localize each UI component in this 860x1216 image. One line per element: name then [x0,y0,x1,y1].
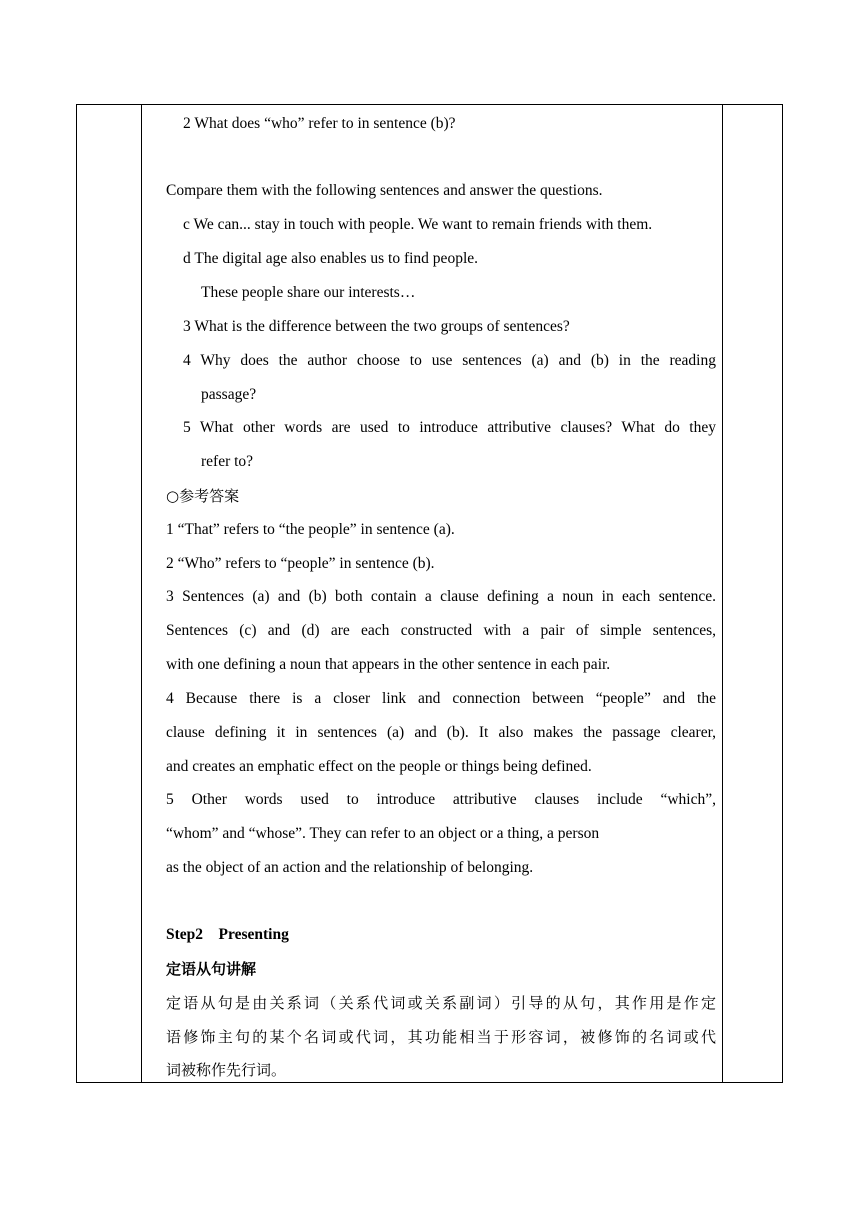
compare-intro: Compare them with the following sentences and answer the questions. [166,182,603,199]
step-2-heading: Step2 Presenting [166,926,289,943]
answer-5-line-1: 5 Other words used to introduce attributive clauses include “which”, [166,791,716,808]
answer-4-line-1: 4 Because there is a closer link and connection between “people” and the [166,690,716,707]
question-2: 2 What does “who” refer to in sentence (b)? [183,115,456,132]
sentence-c: c We can... stay in touch with people. We want to remain friends with them. [183,216,653,233]
table-column-divider-left [141,105,142,1082]
grammar-paragraph-line-3: 词被称作先行词。 [166,1061,287,1079]
answer-4-line-3: and creates an emphatic effect on the people or things being defined. [166,758,592,775]
answer-header: ○参考答案 [166,487,240,505]
grammar-title: 定语从句讲解 [166,960,257,978]
answer-3-line-2: Sentences (c) and (d) are each constructed with a pair of simple sentences, [166,622,716,639]
answer-2: 2 “Who” refers to “people” in sentence (b). [166,555,435,572]
grammar-paragraph-line-2: 语修饰主句的某个名词或代词，其功能相当于形容词，被修饰的名词或代 [166,1028,716,1046]
answer-3-line-3: with one defining a noun that appears in the other sentence in each pair. [166,656,611,673]
question-5-line-2: refer to? [201,453,254,470]
sentence-d-line-1: d The digital age also enables us to find people. [183,250,478,267]
question-3: 3 What is the difference between the two groups of sentences? [183,318,570,335]
lesson-table [76,104,783,1083]
answer-4-line-2: clause defining it in sentences (a) and (b). It also makes the passage clearer, [166,724,716,741]
sentence-d-line-2: These people share our interests… [201,284,416,301]
answer-3-line-1: 3 Sentences (a) and (b) both contain a clause defining a noun in each sentence. [166,588,716,605]
question-5-line-1: 5 What other words are used to introduce attributive clauses? What do they [183,419,716,436]
answer-5-line-3: as the object of an action and the relationship of belonging. [166,859,534,876]
grammar-paragraph-line-1: 定语从句是由关系词（关系代词或关系副词）引导的从句，其作用是作定 [166,994,716,1012]
answer-1: 1 “That” refers to “the people” in sentence (a). [166,521,455,538]
question-4-line-2: passage? [201,386,257,403]
question-4-line-1: 4 Why does the author choose to use sentences (a) and (b) in the reading [183,352,716,369]
answer-5-line-2: “whom” and “whose”. They can refer to an object or a thing, a person [166,825,600,842]
table-column-divider-right [722,105,723,1082]
